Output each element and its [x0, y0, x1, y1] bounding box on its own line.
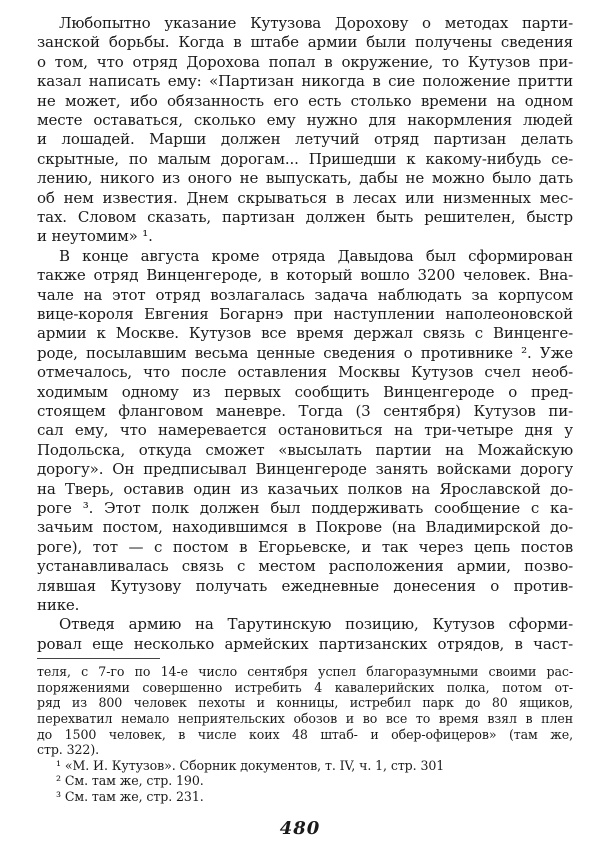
text-line: отмечалось, что после оставления Москвы Кутузов счел необ- — [37, 363, 573, 382]
footnote-line: поряжениями совершенно истребить 4 кавалерийских полка, потом от- — [37, 679, 573, 695]
text-line: устанавливалась связь с местом расположения армии, позво- — [37, 557, 573, 576]
text-line: сал ему, что намеревается остановиться на три-четыре дня у — [37, 421, 573, 440]
text-line: не может, ибо обязанность его есть столько времени на одном — [37, 91, 573, 110]
text-line: роде, посылавшим весьма ценные сведения о противнике ². Уже — [37, 343, 573, 362]
text-line: на Тверь, оставив один из казачьих полков на Ярославской до- — [37, 479, 573, 498]
text-line: о том, что отряд Дорохова попал в окружение, то Кутузов при- — [37, 52, 573, 71]
text-line: вице-короля Евгения Богарнэ при наступлении наполеоновской — [37, 305, 573, 323]
text-line: месте оставаться, сколько ему нужно для накормления людей — [37, 111, 573, 129]
text-line: скрытные, по малым дорогам... Пришедши к какому-нибудь се- — [37, 149, 573, 168]
footnote-2: ² См. там же, стр. 190. — [56, 773, 204, 789]
page-number: 480 — [279, 818, 321, 839]
footnote-divider — [37, 658, 160, 659]
footnote-line: теля, с 7-го по 14-е число сентября успел благоразумными своими рас- — [37, 664, 573, 680]
text-line: об нем известия. Днем скрываться в лесах или низменных мес- — [37, 188, 573, 207]
footnote-3: ³ См. там же, стр. 231. — [56, 789, 204, 804]
text-line: и лошадей. Марши должен летучий отряд партизан делать — [37, 130, 573, 149]
footnote-1: ¹ «М. И. Кутузов». Сборник документов, т. IV, ч. 1, стр. 301 — [56, 757, 445, 773]
text-line: и неутомим» ¹. — [37, 227, 153, 246]
text-line: лению, никого из оного не выпускать, дабы не можно было дать — [37, 169, 573, 188]
text-line: лявшая Кутузову получать ежедневные донесения о против- — [37, 576, 573, 595]
text-line: Отведя армию на Тарутинскую позицию, Кутузов сформи- — [59, 615, 573, 634]
footnote-line: ряд из 800 человек пехоты и конницы, истребил парк до 80 ящиков, — [37, 695, 573, 711]
text-line: чале на этот отряд возлагалась задача наблюдать за корпусом — [37, 285, 573, 304]
text-line: роге ³. Этот полк должен был поддерживать сообщение с ка- — [37, 499, 573, 517]
text-line: зачьим постом, находившимся в Покрове (на Владимирской до- — [37, 518, 573, 537]
text-line: В конце августа кроме отряда Давыдова был сформирован — [59, 246, 573, 265]
text-line: Любопытно указание Кутузова Дорохову о методах парти- — [59, 14, 573, 32]
footnote-line: стр. 322). — [37, 742, 100, 758]
text-line: стоящем фланговом маневре. Тогда (3 сентября) Кутузов пи- — [37, 402, 573, 420]
text-line: армии к Москве. Кутузов все время держал связь с Винценге- — [37, 324, 573, 343]
footnote-line: перехватил немало неприятельских обозов и во все то время взял в плен — [37, 711, 573, 726]
footnote-line: до 1500 человек, в числе коих 48 штаб- и обер-офицеров» (там же, — [37, 726, 573, 742]
text-line: тах. Словом сказать, партизан должен быть решителен, быстр — [37, 208, 573, 226]
text-line: дорогу». Он предписывал Винценгероде занять войсками дорогу — [37, 460, 573, 479]
text-line: нике. — [37, 596, 80, 614]
text-line: Подольска, откуда сможет «высылать партии на Можайскую — [37, 440, 573, 459]
text-line: ровал еще несколько армейских партизанских отрядов, в част- — [37, 634, 573, 653]
text-line: казал написать ему: «Партизан никогда в сие положение притти — [37, 72, 573, 91]
text-line: также отряд Винценгероде, в который вошло 3200 человек. Вна- — [37, 266, 573, 285]
text-line: роге), тот — с постом в Егорьевске, и так через цепь постов — [37, 537, 573, 556]
text-line: занской борьбы. Когда в штабе армии были получены сведения — [37, 33, 573, 52]
text-line: ходимым одному из первых сообщить Винценгероде о пред- — [37, 382, 573, 401]
